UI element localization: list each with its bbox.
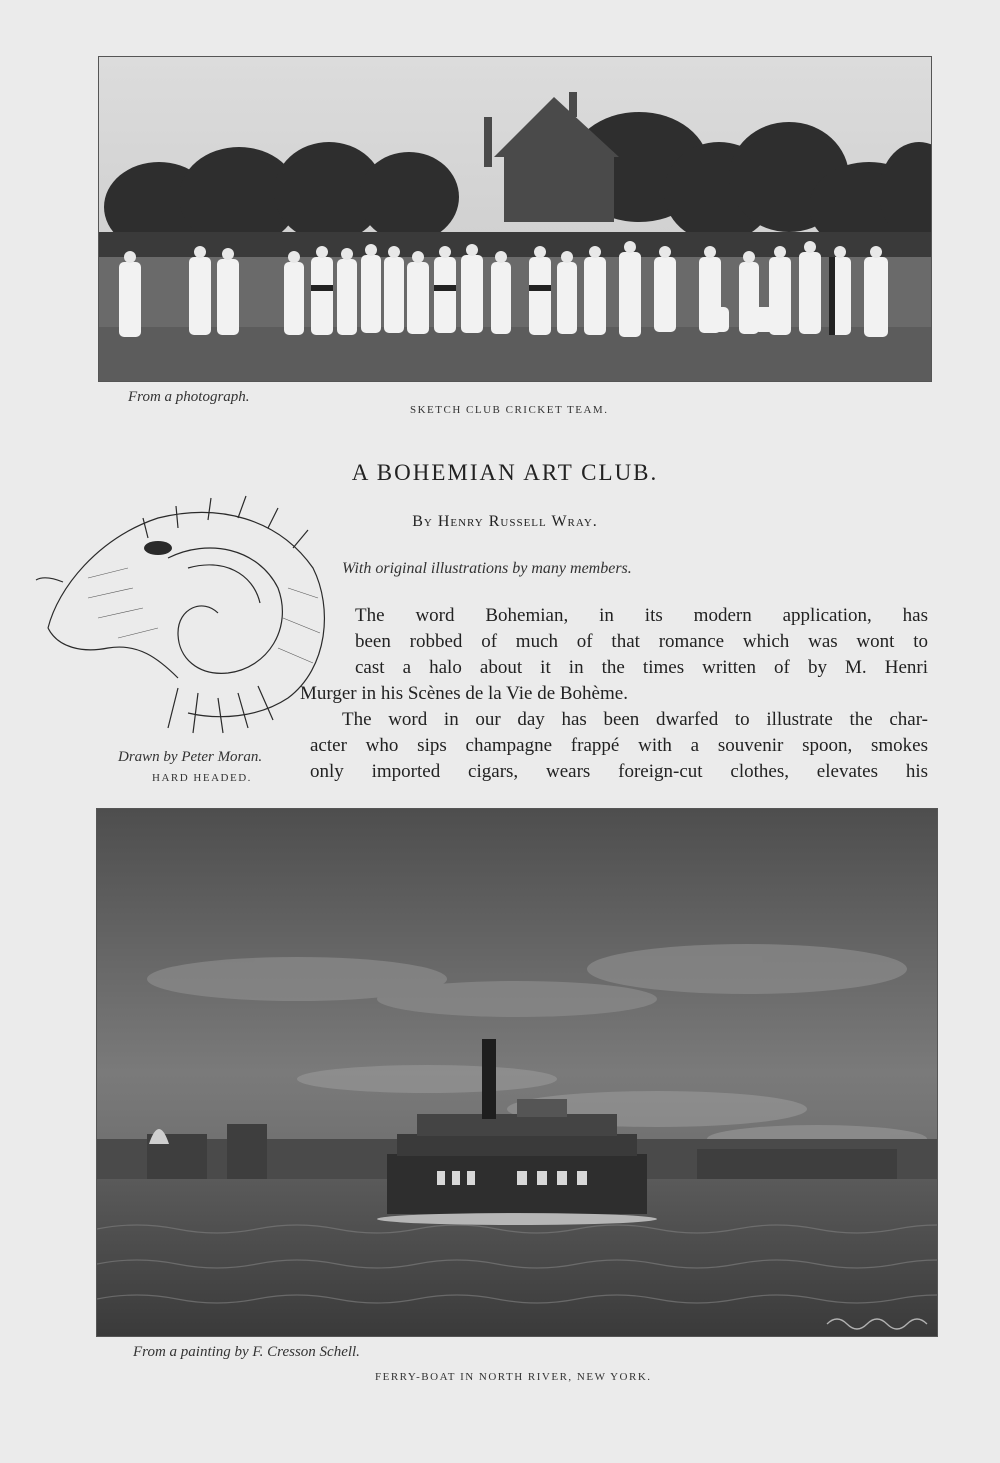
body-line: cast a halo about it in the times written of by M. Henri [355, 657, 928, 678]
ram-head-drawing [28, 458, 338, 738]
article-title: A BOHEMIAN ART CLUB. [351, 460, 659, 485]
painting-caption: FERRY-BOAT IN NORTH RIVER, NEW YORK. [375, 1371, 652, 1383]
drawing-caption: HARD HEADED. [152, 772, 252, 784]
byline-author: Henry Russell Wray. [437, 513, 598, 530]
byline-prefix: By [412, 513, 433, 530]
body-line: only imported cigars, wears foreign-cut clothes, elevates his [310, 761, 928, 782]
body-line: Murger in his Scènes de la Vie de Bohème. [300, 683, 628, 704]
body-line: The word in our day has been dwarfed to illustrate the char- [342, 709, 928, 730]
article-byline [345, 513, 665, 531]
photo-credit: From a photograph. [128, 389, 250, 405]
photo-caption: SKETCH CLUB CRICKET TEAM. [410, 404, 609, 416]
drawing-credit: Drawn by Peter Moran. [118, 749, 263, 765]
painting-credit: From a painting by F. Cresson Schell. [133, 1344, 360, 1360]
cricket-team-photo [98, 56, 932, 382]
body-line: been robbed of much of that romance which was wont to [355, 631, 928, 652]
article-subtitle: With original illustrations by many members. [342, 560, 632, 577]
article-body [300, 603, 928, 785]
body-line: The word Bohemian, in its modern application, has [355, 605, 928, 626]
ferry-boat-painting [96, 808, 938, 1337]
body-line: acter who sips champagne frappé with a souvenir spoon, smokes [310, 735, 928, 756]
